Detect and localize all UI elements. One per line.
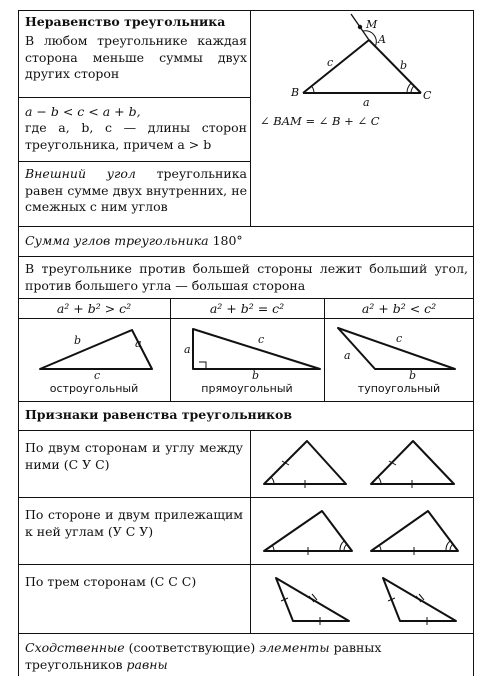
label-m: M [366, 18, 378, 31]
obtuse-label-c: c [396, 332, 403, 345]
exterior-angle-term: Внешний угол [25, 166, 136, 181]
sas-triangle-2 [371, 441, 454, 484]
acute-label-b: b [74, 334, 82, 347]
exterior-angle-rest: треугольника равен сумме двух внутренних, не смежных с ним углов [25, 166, 247, 214]
label-side-c: c [327, 56, 334, 69]
right-label-b: b [252, 369, 260, 382]
inequality-title: Неравенство треугольника [25, 14, 226, 29]
right-label-c: c [258, 333, 265, 346]
label-side-a: a [363, 96, 370, 109]
footer-term-2: элементы [259, 640, 330, 655]
acute-label-c: c [94, 369, 101, 382]
inequality-formula: a − b < c < a + b, [25, 104, 141, 119]
formula-right: a² + b² = c² [209, 301, 285, 316]
caption-right: прямоугольный [201, 382, 293, 395]
footer-term-3: равны [126, 656, 168, 672]
obtuse-label-b: b [409, 369, 417, 382]
asa-angle-1c [340, 541, 344, 551]
label-b-vertex: B [291, 86, 300, 99]
asa-angle-1b [344, 544, 347, 551]
obtuse-label-a: a [344, 349, 351, 362]
asa-triangle-1 [264, 511, 352, 551]
footer-term-1: Сходственные [25, 640, 125, 655]
right-label-a: a [184, 343, 191, 356]
reference-sheet [18, 0, 474, 676]
criterion-sss: По трем сторонам (С С С) [25, 574, 197, 589]
formula-acute: a² + b² > c² [56, 301, 132, 316]
label-side-b: b [400, 59, 408, 72]
angle-formula: ∠ BAM = ∠ B + ∠ C [260, 114, 380, 128]
caption-acute: остроугольный [49, 382, 139, 395]
inequality-formula-note: где a, b, c — длины сторон треугольника, причем a > b [25, 120, 247, 152]
criterion-sas: По двум сторонам и углу между ними (С У С) [25, 440, 243, 472]
label-c-vertex: C [423, 89, 432, 102]
footer-text-2: равных треугольников [25, 640, 382, 672]
asa-triangle-2 [371, 511, 458, 551]
formula-obtuse: a² + b² < c² [361, 301, 437, 316]
sas-triangle-1 [264, 441, 346, 484]
larger-side-statement: В треугольнике против большей стороны лежит больший угол, против большего угла — большая сторона [25, 261, 468, 293]
congruence-title: Признаки равенства треугольников [25, 407, 293, 422]
asa-angle-2b [450, 544, 453, 551]
label-a-vertex: A [378, 33, 386, 46]
caption-obtuse: тупоугольный [357, 382, 441, 395]
footer-note [25, 640, 468, 673]
congruence-figures [18, 0, 474, 640]
sas-angle-1 [271, 477, 274, 484]
acute-label-a: a [135, 337, 142, 350]
inequality-statement: В любом треугольнике каждая сторона меньше суммы двух других сторон [25, 33, 247, 81]
asa-angle-2c [446, 541, 450, 551]
angle-sum-term: Сумма углов треугольника [25, 233, 209, 248]
angle-sum-value: 180° [212, 233, 243, 248]
sas-angle-2 [378, 477, 381, 484]
footer-text-1: (соответствующие) [124, 640, 260, 655]
criterion-asa: По стороне и двум прилежащим к ней углам (У С У) [25, 507, 243, 539]
